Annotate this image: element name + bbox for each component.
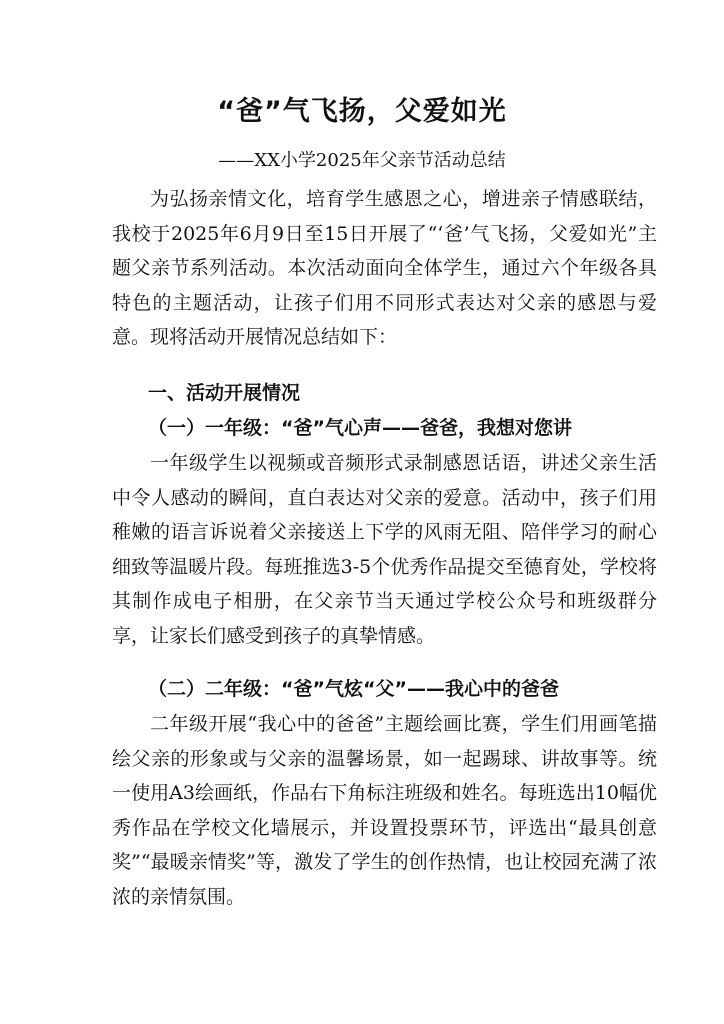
document-subtitle: ——XX小学2025年父亲节活动总结: [218, 150, 506, 171]
grade1-paragraph: 一年级学生以视频或音频形式录制感恩话语，讲述父亲生活中令人感动的瞬间，直白表达对父亲的爱意。活动中，孩子们用稚嫩的语言诉说着父亲接送上下学的风雨无阻、陪伴学习的耐心细致等温暖片段。每班推选3-5个优秀作品提交至德育处，学校将其制作成电子相册，在父亲节当天通过学校公众号和班级群分享，让家长们感受到孩子的真挚情感。: [112, 452, 657, 647]
grade2-paragraph: 二年级开展“我心中的爸爸”主题绘画比赛，学生们用画笔描绘父亲的形象或与父亲的温馨场景，如一起踢球、讲故事等。统一使用A3绘画纸，作品右下角标注班级和姓名。每班选出10幅优秀作品在学校文化墙展示，并设置投票环节，评选出“最具创意奖”“最暖亲情奖”等，激发了学生的创作热情，也让校园充满了浓浓的亲情氛围。: [112, 713, 657, 908]
subsection-heading-grade2: （二）二年级：“爸”气炫“父”——我心中的爸爸: [148, 678, 559, 700]
section-heading-activities: 一、活动开展情况: [148, 382, 301, 404]
subsection-heading-grade1: （一）一年级：“爸”气心声——爸爸，我想对您讲: [148, 417, 572, 439]
intro-paragraph: 为弘扬亲情文化，培育学生感恩之心，增进亲子情感联结，我校于2025年6月9日至15日开展了“‘爸’气飞扬，父爱如光”主题父亲节系列活动。本次活动面向全体学生，通过六个年级各具特色的主题活动，让孩子们用不同形式表达对父亲的感恩与爱意。现将活动开展情况总结如下：: [112, 188, 657, 349]
document-title: “爸”气飞扬，父爱如光: [217, 96, 507, 127]
